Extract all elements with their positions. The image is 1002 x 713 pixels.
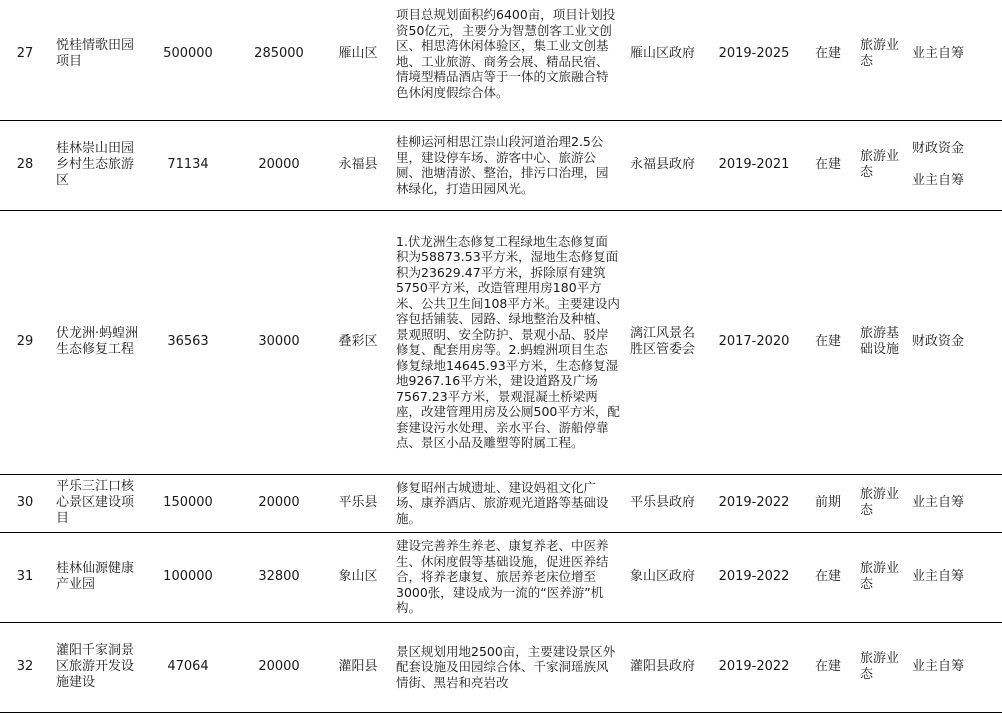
planned-investment: 30000: [234, 210, 324, 474]
planned-investment: 20000: [234, 622, 324, 712]
funding-source-item: 业主自筹: [912, 45, 965, 61]
project-type: 旅游业态: [854, 622, 906, 712]
project-name: 伏龙洲·蚂蝗洲生态修复工程: [50, 210, 142, 474]
responsible-unit: 平乐县政府: [624, 474, 706, 532]
responsible-unit: 灌阳县政府: [624, 622, 706, 712]
project-name: 桂林崇山田园乡村生态旅游区: [50, 120, 142, 210]
responsible-unit: 雁山区政府: [624, 0, 706, 120]
construction-content: 1.伏龙洲生态修复工程绿地生态修复面积为58873.53平方米，湿地生态修复面积为23629.47平方米，拆除原有建筑5750平方米，改造管理用房180平方米、公共卫生间108平方米。主要建设内容包括铺装、园路、绿地整治及种植、景观照明、安全防护、景观小品、驳岸修复、配套用房等。2.蚂蝗洲项目生态修复绿地14645.93平方米，生态修复湿地9267.16平方米，建设道路及广场7567.23平方米，景观混凝土桥梁两座，改建管理用房及公厕500平方米，配套建设污水处理、亲水平台、游船停靠点、景区小品及雕塑等附属工程。: [392, 210, 624, 474]
responsible-unit: 永福县政府: [624, 120, 706, 210]
project-status: 在建: [802, 532, 854, 622]
project-name: 平乐三江口核心景区建设项目: [50, 474, 142, 532]
table-row: [0, 622, 1002, 712]
project-type: 旅游业态: [854, 0, 906, 120]
funding-source-item: 业主自筹: [912, 569, 965, 584]
funding-source-item: 财政资金: [912, 334, 965, 349]
table-row: [0, 474, 1002, 532]
table-row: [0, 210, 1002, 474]
project-type: 旅游基础设施: [854, 210, 906, 474]
responsible-unit: 象山区政府: [624, 532, 706, 622]
construction-period: 2019-2025: [706, 0, 802, 120]
funding-source: [906, 622, 1002, 712]
funding-source: [906, 532, 1002, 622]
funding-source-item: 业主自筹: [912, 495, 965, 510]
project-name: 桂林仙源健康产业园: [50, 532, 142, 622]
total-investment: 100000: [142, 532, 234, 622]
table-row: [0, 532, 1002, 622]
construction-content: 建设完善养生养老、康复养老、中医养生、休闲度假等基础设施，促进医养结合，将养老康复、旅居养老床位增至3000张，建设成为一流的“医养游”机构。: [392, 532, 624, 622]
construction-period: 2019-2021: [706, 120, 802, 210]
row-number: 32: [0, 622, 50, 712]
project-status: 在建: [802, 120, 854, 210]
row-number: 28: [0, 120, 50, 210]
project-type: 旅游业态: [854, 474, 906, 532]
table-row: [0, 120, 1002, 210]
construction-content: 项目总规划面积约6400亩，项目计划投资50亿元，主要分为智慧创客工业文创区、相思湾休闲体验区，集工业文创基地、工业旅游、商务会展、精品民宿、情境型精品酒店等于一体的文旅融合特色休闲度假综合体。: [392, 0, 624, 120]
construction-period: 2017-2020: [706, 210, 802, 474]
funding-source: [906, 210, 1002, 474]
funding-source-item: 财政资金: [912, 141, 965, 156]
planned-investment: 20000: [234, 120, 324, 210]
project-location: 叠彩区: [324, 210, 392, 474]
row-number: 27: [0, 0, 50, 120]
project-location: 永福县: [324, 120, 392, 210]
project-name: 灌阳千家洞景区旅游开发设施建设: [50, 622, 142, 712]
funding-source: [906, 0, 1002, 120]
construction-period: 2019-2022: [706, 622, 802, 712]
construction-content: 桂柳运河相思江崇山段河道治理2.5公里，建设停车场、游客中心、旅游公厕、池塘清淤、整治，排污口治理，园林绿化，打造田园风光。: [392, 120, 624, 210]
funding-source-item: 业主自筹: [912, 173, 965, 188]
construction-period: 2019-2022: [706, 532, 802, 622]
project-type: 旅游业态: [854, 532, 906, 622]
total-investment: 36563: [142, 210, 234, 474]
total-investment: 500000: [142, 0, 234, 120]
funding-source: [906, 474, 1002, 532]
project-location: 平乐县: [324, 474, 392, 532]
project-status: 在建: [802, 210, 854, 474]
responsible-unit: 漓江风景名胜区管委会: [624, 210, 706, 474]
total-investment: 150000: [142, 474, 234, 532]
table-row: [0, 0, 1002, 120]
construction-period: 2019-2022: [706, 474, 802, 532]
project-location: 象山区: [324, 532, 392, 622]
project-status: 在建: [802, 622, 854, 712]
construction-content: 修复昭州古城遗址、建设妈祖文化广场、康养酒店、旅游观光道路等基础设施。: [392, 474, 624, 532]
funding-source-item: 业主自筹: [912, 659, 965, 674]
project-status: 前期: [802, 474, 854, 532]
planned-investment: 285000: [234, 0, 324, 120]
row-number: 31: [0, 532, 50, 622]
construction-content: 景区规划用地2500亩，主要建设景区外配套设施及田园综合体、千家洞瑶族风情街、黑岩和亮岩改: [392, 622, 624, 712]
row-number: 29: [0, 210, 50, 474]
funding-source: [906, 120, 1002, 210]
total-investment: 71134: [142, 120, 234, 210]
project-type: 旅游业态: [854, 120, 906, 210]
row-number: 30: [0, 474, 50, 532]
planned-investment: 20000: [234, 474, 324, 532]
project-location: 雁山区: [324, 0, 392, 120]
total-investment: 47064: [142, 622, 234, 712]
project-status: 在建: [802, 0, 854, 120]
project-location: 灌阳县: [324, 622, 392, 712]
project-name: 悦桂情歌田园项目: [50, 0, 142, 120]
planned-investment: 32800: [234, 532, 324, 622]
